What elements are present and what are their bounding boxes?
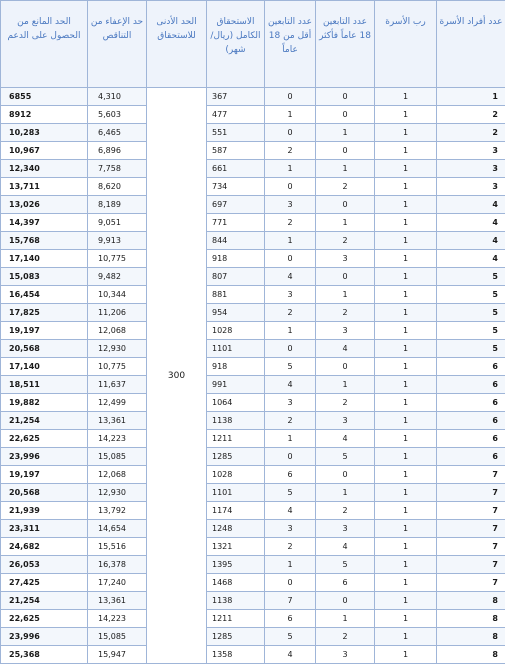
cell-family-members: 7 — [437, 520, 505, 538]
cell-cutoff-limit: 15,768 — [1, 232, 88, 250]
cell-full-entitlement: 954 — [207, 304, 265, 322]
cell-exemption-limit: 15,516 — [88, 538, 147, 556]
cell-head-of-family: 1 — [375, 646, 437, 664]
cell-dependents-under-18: 1 — [265, 160, 316, 178]
table-row — [1, 412, 505, 430]
header-head-of-family: رب الأسرة — [375, 1, 437, 88]
cell-family-members: 8 — [437, 628, 505, 646]
cell-dependents-under-18: 0 — [265, 124, 316, 142]
cell-dependents-18-plus: 0 — [316, 196, 375, 214]
cell-family-members: 2 — [437, 124, 505, 142]
cell-dependents-18-plus: 2 — [316, 502, 375, 520]
cell-dependents-under-18: 0 — [265, 574, 316, 592]
cell-family-members: 7 — [437, 538, 505, 556]
cell-dependents-under-18: 1 — [265, 430, 316, 448]
cell-head-of-family: 1 — [375, 340, 437, 358]
cell-exemption-limit: 15,947 — [88, 646, 147, 664]
cell-dependents-under-18: 2 — [265, 214, 316, 232]
cell-exemption-limit: 9,051 — [88, 214, 147, 232]
cell-family-members: 6 — [437, 448, 505, 466]
cell-family-members: 5 — [437, 340, 505, 358]
header-dependents-under-18: عدد التابعين أقل من 18 عاماً — [265, 1, 316, 88]
min-entitlement-value: 300 — [147, 88, 207, 664]
cell-cutoff-limit: 26,053 — [1, 556, 88, 574]
table-row — [1, 214, 505, 232]
cell-exemption-limit: 11,637 — [88, 376, 147, 394]
table-row — [1, 556, 505, 574]
cell-full-entitlement: 1028 — [207, 322, 265, 340]
header-exemption-limit: حد الإعفاء من التناقص — [88, 1, 147, 88]
cell-exemption-limit: 6,896 — [88, 142, 147, 160]
table-row — [1, 268, 505, 286]
cell-exemption-limit: 12,499 — [88, 394, 147, 412]
cell-family-members: 7 — [437, 502, 505, 520]
cell-dependents-18-plus: 1 — [316, 376, 375, 394]
cell-cutoff-limit: 10,967 — [1, 142, 88, 160]
cell-dependents-18-plus: 0 — [316, 358, 375, 376]
cell-exemption-limit: 12,068 — [88, 322, 147, 340]
cell-family-members: 6 — [437, 394, 505, 412]
cell-exemption-limit: 9,482 — [88, 268, 147, 286]
cell-dependents-18-plus: 4 — [316, 430, 375, 448]
cell-exemption-limit: 14,223 — [88, 430, 147, 448]
table-row — [1, 142, 505, 160]
cell-exemption-limit: 6,465 — [88, 124, 147, 142]
table-row — [1, 340, 505, 358]
cell-cutoff-limit: 20,568 — [1, 340, 88, 358]
cell-head-of-family: 1 — [375, 556, 437, 574]
cell-full-entitlement: 734 — [207, 178, 265, 196]
cell-family-members: 5 — [437, 286, 505, 304]
cell-exemption-limit: 5,603 — [88, 106, 147, 124]
cell-cutoff-limit: 13,711 — [1, 178, 88, 196]
table-row — [1, 196, 505, 214]
cell-exemption-limit: 13,792 — [88, 502, 147, 520]
cell-cutoff-limit: 21,254 — [1, 412, 88, 430]
header-family-members: عدد أفراد الأسرة — [437, 1, 505, 88]
cell-dependents-18-plus: 2 — [316, 178, 375, 196]
table-row — [1, 88, 505, 106]
cell-family-members: 3 — [437, 160, 505, 178]
header-full-entitlement: الاستحقاق الكامل (ريال/شهر) — [207, 1, 265, 88]
cell-head-of-family: 1 — [375, 232, 437, 250]
cell-dependents-18-plus: 2 — [316, 232, 375, 250]
table-row — [1, 232, 505, 250]
cell-dependents-under-18: 2 — [265, 538, 316, 556]
header-dependents-18-plus: عدد التابعين 18 عاماً فأكثر — [316, 1, 375, 88]
cell-cutoff-limit: 21,939 — [1, 502, 88, 520]
cell-head-of-family: 1 — [375, 124, 437, 142]
cell-full-entitlement: 661 — [207, 160, 265, 178]
cell-full-entitlement: 1101 — [207, 484, 265, 502]
cell-cutoff-limit: 8912 — [1, 106, 88, 124]
cell-family-members: 7 — [437, 466, 505, 484]
cell-dependents-18-plus: 3 — [316, 646, 375, 664]
cell-cutoff-limit: 16,454 — [1, 286, 88, 304]
cell-full-entitlement: 918 — [207, 250, 265, 268]
cell-family-members: 1 — [437, 88, 505, 106]
cell-exemption-limit: 13,361 — [88, 412, 147, 430]
table-row — [1, 124, 505, 142]
cell-dependents-under-18: 2 — [265, 304, 316, 322]
cell-cutoff-limit: 22,625 — [1, 610, 88, 628]
cell-head-of-family: 1 — [375, 196, 437, 214]
cell-full-entitlement: 844 — [207, 232, 265, 250]
cell-dependents-under-18: 4 — [265, 268, 316, 286]
cell-family-members: 3 — [437, 142, 505, 160]
cell-exemption-limit: 9,913 — [88, 232, 147, 250]
cell-dependents-18-plus: 0 — [316, 88, 375, 106]
cell-dependents-18-plus: 5 — [316, 448, 375, 466]
cell-cutoff-limit: 23,311 — [1, 520, 88, 538]
cell-exemption-limit: 17,240 — [88, 574, 147, 592]
cell-head-of-family: 1 — [375, 592, 437, 610]
table-row — [1, 448, 505, 466]
cell-full-entitlement: 991 — [207, 376, 265, 394]
cell-full-entitlement: 1285 — [207, 628, 265, 646]
cell-dependents-under-18: 0 — [265, 178, 316, 196]
cell-full-entitlement: 807 — [207, 268, 265, 286]
cell-full-entitlement: 1211 — [207, 610, 265, 628]
cell-full-entitlement: 771 — [207, 214, 265, 232]
cell-dependents-18-plus: 0 — [316, 142, 375, 160]
cell-cutoff-limit: 24,682 — [1, 538, 88, 556]
cell-family-members: 5 — [437, 322, 505, 340]
cell-head-of-family: 1 — [375, 304, 437, 322]
cell-dependents-18-plus: 4 — [316, 538, 375, 556]
cell-dependents-under-18: 3 — [265, 520, 316, 538]
cell-family-members: 2 — [437, 106, 505, 124]
cell-exemption-limit: 12,930 — [88, 340, 147, 358]
cell-full-entitlement: 1358 — [207, 646, 265, 664]
cell-family-members: 6 — [437, 358, 505, 376]
table-row — [1, 250, 505, 268]
cell-cutoff-limit: 10,283 — [1, 124, 88, 142]
cell-full-entitlement: 1321 — [207, 538, 265, 556]
cell-exemption-limit: 16,378 — [88, 556, 147, 574]
table-row — [1, 430, 505, 448]
table-row — [1, 538, 505, 556]
cell-dependents-18-plus: 1 — [316, 214, 375, 232]
cell-dependents-18-plus: 0 — [316, 268, 375, 286]
table-row — [1, 574, 505, 592]
cell-family-members: 7 — [437, 574, 505, 592]
cell-exemption-limit: 14,654 — [88, 520, 147, 538]
cell-cutoff-limit: 17,140 — [1, 250, 88, 268]
cell-dependents-under-18: 1 — [265, 556, 316, 574]
cell-full-entitlement: 1174 — [207, 502, 265, 520]
cell-head-of-family: 1 — [375, 250, 437, 268]
table-row — [1, 358, 505, 376]
cell-full-entitlement: 1211 — [207, 430, 265, 448]
cell-exemption-limit: 10,344 — [88, 286, 147, 304]
cell-dependents-under-18: 2 — [265, 142, 316, 160]
cell-head-of-family: 1 — [375, 502, 437, 520]
cell-head-of-family: 1 — [375, 412, 437, 430]
cell-head-of-family: 1 — [375, 466, 437, 484]
table-row — [1, 628, 505, 646]
table-row — [1, 592, 505, 610]
cell-dependents-18-plus: 1 — [316, 484, 375, 502]
cell-exemption-limit: 14,223 — [88, 610, 147, 628]
cell-exemption-limit: 7,758 — [88, 160, 147, 178]
cell-cutoff-limit: 21,254 — [1, 592, 88, 610]
table-row — [1, 178, 505, 196]
table-row — [1, 322, 505, 340]
cell-head-of-family: 1 — [375, 520, 437, 538]
cell-dependents-under-18: 6 — [265, 610, 316, 628]
cell-dependents-18-plus: 3 — [316, 412, 375, 430]
cell-cutoff-limit: 25,368 — [1, 646, 88, 664]
cell-dependents-under-18: 3 — [265, 196, 316, 214]
cell-dependents-under-18: 5 — [265, 358, 316, 376]
cell-full-entitlement: 1101 — [207, 340, 265, 358]
cell-head-of-family: 1 — [375, 106, 437, 124]
table-row — [1, 466, 505, 484]
cell-full-entitlement: 1064 — [207, 394, 265, 412]
cell-dependents-under-18: 6 — [265, 466, 316, 484]
cell-cutoff-limit: 22,625 — [1, 430, 88, 448]
cell-cutoff-limit: 18,511 — [1, 376, 88, 394]
cell-full-entitlement: 918 — [207, 358, 265, 376]
table-row — [1, 502, 505, 520]
cell-head-of-family: 1 — [375, 610, 437, 628]
cell-full-entitlement: 587 — [207, 142, 265, 160]
cell-head-of-family: 1 — [375, 286, 437, 304]
cell-dependents-18-plus: 2 — [316, 304, 375, 322]
cell-dependents-18-plus: 0 — [316, 106, 375, 124]
cell-family-members: 4 — [437, 214, 505, 232]
cell-family-members: 6 — [437, 412, 505, 430]
table-row — [1, 394, 505, 412]
table-row — [1, 160, 505, 178]
cell-cutoff-limit: 23,996 — [1, 628, 88, 646]
cell-head-of-family: 1 — [375, 430, 437, 448]
cell-family-members: 8 — [437, 610, 505, 628]
cell-dependents-under-18: 2 — [265, 412, 316, 430]
cell-dependents-under-18: 1 — [265, 106, 316, 124]
cell-cutoff-limit: 15,083 — [1, 268, 88, 286]
cell-exemption-limit: 11,206 — [88, 304, 147, 322]
cell-family-members: 4 — [437, 196, 505, 214]
cell-cutoff-limit: 12,340 — [1, 160, 88, 178]
cell-family-members: 3 — [437, 178, 505, 196]
cell-dependents-under-18: 1 — [265, 322, 316, 340]
table-row — [1, 610, 505, 628]
cell-full-entitlement: 551 — [207, 124, 265, 142]
cell-family-members: 8 — [437, 646, 505, 664]
cell-cutoff-limit: 20,568 — [1, 484, 88, 502]
cell-exemption-limit: 10,775 — [88, 250, 147, 268]
cell-dependents-18-plus: 3 — [316, 250, 375, 268]
cell-family-members: 8 — [437, 592, 505, 610]
cell-dependents-under-18: 7 — [265, 592, 316, 610]
cell-full-entitlement: 1138 — [207, 412, 265, 430]
cell-head-of-family: 1 — [375, 322, 437, 340]
cell-dependents-18-plus: 3 — [316, 322, 375, 340]
cell-full-entitlement: 697 — [207, 196, 265, 214]
cell-exemption-limit: 13,361 — [88, 592, 147, 610]
cell-dependents-under-18: 4 — [265, 376, 316, 394]
cell-exemption-limit: 4,310 — [88, 88, 147, 106]
table-row — [1, 286, 505, 304]
cell-dependents-under-18: 0 — [265, 88, 316, 106]
cell-family-members: 7 — [437, 484, 505, 502]
cell-dependents-under-18: 0 — [265, 340, 316, 358]
cell-cutoff-limit: 27,425 — [1, 574, 88, 592]
cell-cutoff-limit: 19,882 — [1, 394, 88, 412]
cell-full-entitlement: 477 — [207, 106, 265, 124]
cell-exemption-limit: 8,620 — [88, 178, 147, 196]
cell-head-of-family: 1 — [375, 628, 437, 646]
cell-exemption-limit: 12,068 — [88, 466, 147, 484]
cell-full-entitlement: 1468 — [207, 574, 265, 592]
cell-dependents-under-18: 1 — [265, 232, 316, 250]
cell-family-members: 6 — [437, 376, 505, 394]
cell-head-of-family: 1 — [375, 448, 437, 466]
table-row — [1, 304, 505, 322]
cell-cutoff-limit: 19,197 — [1, 466, 88, 484]
cell-cutoff-limit: 19,197 — [1, 322, 88, 340]
cell-dependents-18-plus: 2 — [316, 394, 375, 412]
cell-full-entitlement: 1028 — [207, 466, 265, 484]
cell-family-members: 5 — [437, 268, 505, 286]
cell-head-of-family: 1 — [375, 376, 437, 394]
cell-dependents-under-18: 5 — [265, 628, 316, 646]
cell-cutoff-limit: 14,397 — [1, 214, 88, 232]
cell-cutoff-limit: 23,996 — [1, 448, 88, 466]
cell-head-of-family: 1 — [375, 268, 437, 286]
table-row — [1, 520, 505, 538]
cell-dependents-under-18: 0 — [265, 448, 316, 466]
cell-family-members: 4 — [437, 250, 505, 268]
cell-head-of-family: 1 — [375, 214, 437, 232]
cell-dependents-18-plus: 0 — [316, 592, 375, 610]
cell-exemption-limit: 15,085 — [88, 628, 147, 646]
cell-head-of-family: 1 — [375, 142, 437, 160]
cell-family-members: 4 — [437, 232, 505, 250]
cell-family-members: 5 — [437, 304, 505, 322]
cell-dependents-under-18: 0 — [265, 250, 316, 268]
cell-full-entitlement: 881 — [207, 286, 265, 304]
table-row — [1, 106, 505, 124]
cell-family-members: 7 — [437, 556, 505, 574]
table-header-row — [1, 1, 505, 88]
cell-head-of-family: 1 — [375, 574, 437, 592]
cell-cutoff-limit: 13,026 — [1, 196, 88, 214]
cell-exemption-limit: 8,189 — [88, 196, 147, 214]
cell-dependents-under-18: 5 — [265, 484, 316, 502]
cell-dependents-18-plus: 1 — [316, 160, 375, 178]
cell-dependents-18-plus: 3 — [316, 520, 375, 538]
table-body — [1, 88, 505, 664]
cell-dependents-18-plus: 0 — [316, 466, 375, 484]
cell-dependents-18-plus: 2 — [316, 628, 375, 646]
cell-head-of-family: 1 — [375, 88, 437, 106]
cell-full-entitlement: 1248 — [207, 520, 265, 538]
cell-dependents-18-plus: 1 — [316, 610, 375, 628]
header-min-entitlement: الحد الأدنى للاستحقاق — [147, 1, 207, 88]
cell-head-of-family: 1 — [375, 178, 437, 196]
cell-dependents-18-plus: 1 — [316, 286, 375, 304]
header-cutoff-limit: الحد المانع من الحصول على الدعم — [1, 1, 88, 88]
table-row — [1, 376, 505, 394]
cell-head-of-family: 1 — [375, 358, 437, 376]
cell-dependents-under-18: 4 — [265, 502, 316, 520]
cell-head-of-family: 1 — [375, 394, 437, 412]
cell-dependents-under-18: 4 — [265, 646, 316, 664]
cell-dependents-18-plus: 5 — [316, 556, 375, 574]
cell-head-of-family: 1 — [375, 484, 437, 502]
cell-head-of-family: 1 — [375, 538, 437, 556]
cell-family-members: 6 — [437, 430, 505, 448]
cell-full-entitlement: 1138 — [207, 592, 265, 610]
cell-dependents-18-plus: 4 — [316, 340, 375, 358]
cell-full-entitlement: 367 — [207, 88, 265, 106]
cell-exemption-limit: 15,085 — [88, 448, 147, 466]
cell-cutoff-limit: 17,140 — [1, 358, 88, 376]
cell-dependents-under-18: 3 — [265, 394, 316, 412]
cell-head-of-family: 1 — [375, 160, 437, 178]
cell-exemption-limit: 12,930 — [88, 484, 147, 502]
cell-cutoff-limit: 17,825 — [1, 304, 88, 322]
cell-cutoff-limit: 6855 — [1, 88, 88, 106]
cell-dependents-18-plus: 1 — [316, 124, 375, 142]
cell-exemption-limit: 10,775 — [88, 358, 147, 376]
cell-full-entitlement: 1285 — [207, 448, 265, 466]
cell-dependents-under-18: 3 — [265, 286, 316, 304]
table-row — [1, 646, 505, 664]
cell-dependents-18-plus: 6 — [316, 574, 375, 592]
cell-full-entitlement: 1395 — [207, 556, 265, 574]
table-row — [1, 484, 505, 502]
